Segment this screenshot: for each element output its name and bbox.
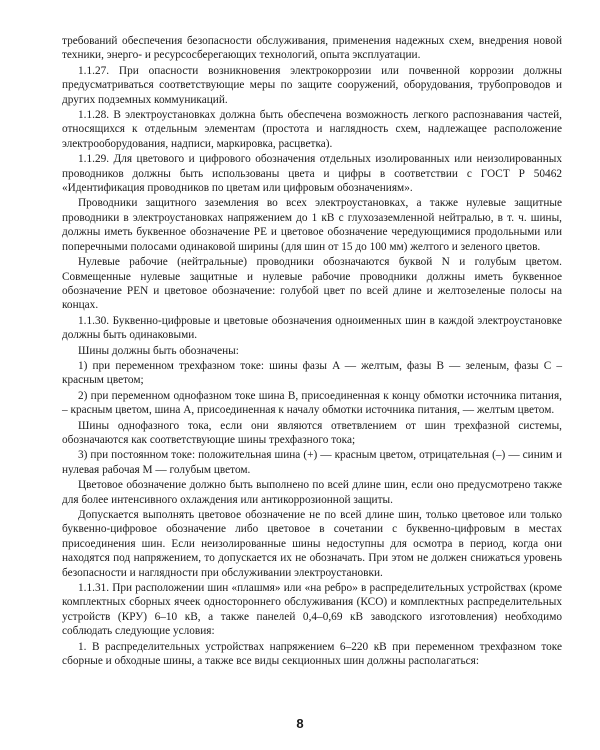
list-item: 3) при постоянном токе: положительная шина (+) — красным цветом, отрицательная (–) — синим и нулевая рабочая M — голубым цветом. bbox=[62, 449, 562, 476]
list-item: 2) при переменном однофазном токе шина B, присоединенная к концу обмотки источника питания, – красным цветом, шина A, присоединенная к началу обмотки источника питания, — желтым цветом. bbox=[62, 389, 562, 417]
paragraph-1-1-27: 1.1.27. При опасности возникновения электрокоррозии или почвенной коррозии должны предусматриваться соответствующие меры по защите сооружений, оборудования, трубопроводов и других подземных коммуникаций. bbox=[62, 64, 562, 106]
paragraph: требований обеспечения безопасности обслуживания, применения надежных схем, внедрения новой техники, энерго- и ресурсосберегающих технологий, опыта эксплуатации. bbox=[62, 35, 562, 62]
paragraph-1-1-29: 1.1.29. Для цветового и цифрового обозначения отдельных изолированных или неизолированных проводников должны быть использованы цвета и цифры в соответствии с ГОСТ Р 50462 «Идентификация проводников по цветам или цифровым обозначениям». bbox=[62, 153, 562, 195]
paragraph: 1. В распределительных устройствах напряжением 6–220 кВ при переменном трехфазном токе сборные и обходные шины, а также все виды секционных шин должны располагаться: bbox=[62, 640, 562, 668]
list-item: 1) при переменном трехфазном токе: шины фазы A — желтым, фазы B — зеленым, фазы C – красным цветом; bbox=[62, 359, 562, 387]
paragraph: Допускается выполнять цветовое обозначение не по всей длине шин, только цветовое или только буквенно-цифровое обозначение либо цветовое в сочетании с буквенно-цифровым в местах присоединения шин. Если неизолированные шины недоступны для осмотра в период, когда они находятся под напряжением, то допускается их не обозначать. При этом не должен снижаться уровень безопасности и наглядности при обслуживании электроустановки. bbox=[62, 509, 562, 579]
paragraph-1-1-30: 1.1.30. Буквенно-цифровые и цветовые обозначения одноименных шин в каждой электроустановке должны быть одинаковыми. bbox=[62, 314, 562, 342]
page-number: 8 bbox=[296, 716, 304, 731]
body-text bbox=[62, 34, 562, 669]
paragraph: Цветовое обозначение должно быть выполнено по всей длине шин, если оно предусмотрено также для более интенсивного охлаждения или антикоррозионной защиты. bbox=[62, 479, 562, 506]
paragraph: Нулевые рабочие (нейтральные) проводники обозначаются буквой N и голубым цветом. Совмещенные нулевые защитные и нулевые рабочие проводники должны иметь буквенное обозначение PEN и цветовое обозначение: голубой цвет по всей длине и желтозеленые полосы на концах. bbox=[62, 256, 562, 312]
paragraph: Шины однофазного тока, если они являются ответвлением от шин трехфазной системы, обозначаются как соответствующие шины трехфазного тока; bbox=[62, 419, 562, 446]
paragraph: Проводники защитного заземления во всех электроустановках, а также нулевые защитные проводники в электроустановках напряжением до 1 кВ с глухозаземленной нейтралью, в т. ч. шины, должны иметь буквенное обозначение PE и цветовое обозначение чередующимися продольными или поперечными полосами одинаковой ширины (для шин от 15 до 100 мм) желтого и зеленого цветов. bbox=[62, 197, 562, 253]
paragraph-1-1-28: 1.1.28. В электроустановках должна быть обеспечена возможность легкого распознавания частей, относящихся к отдельным элементам (простота и наглядность схем, надлежащее расположение электрооборудования, надписи, маркировка, расцветка). bbox=[62, 109, 562, 150]
paragraph-1-1-31: 1.1.31. При расположении шин «плашмя» или «на ребро» в распределительных устройствах (кроме комплектных сборных ячеек одностороннего обслуживания (КСО) и комплектных распределительных устройств (КРУ) 6–10 кВ, а также панелей 0,4–0,69 кВ заводского изготовления) необходимо соблюдать следующие условия: bbox=[62, 582, 562, 638]
paragraph: Шины должны быть обозначены: bbox=[78, 344, 239, 357]
